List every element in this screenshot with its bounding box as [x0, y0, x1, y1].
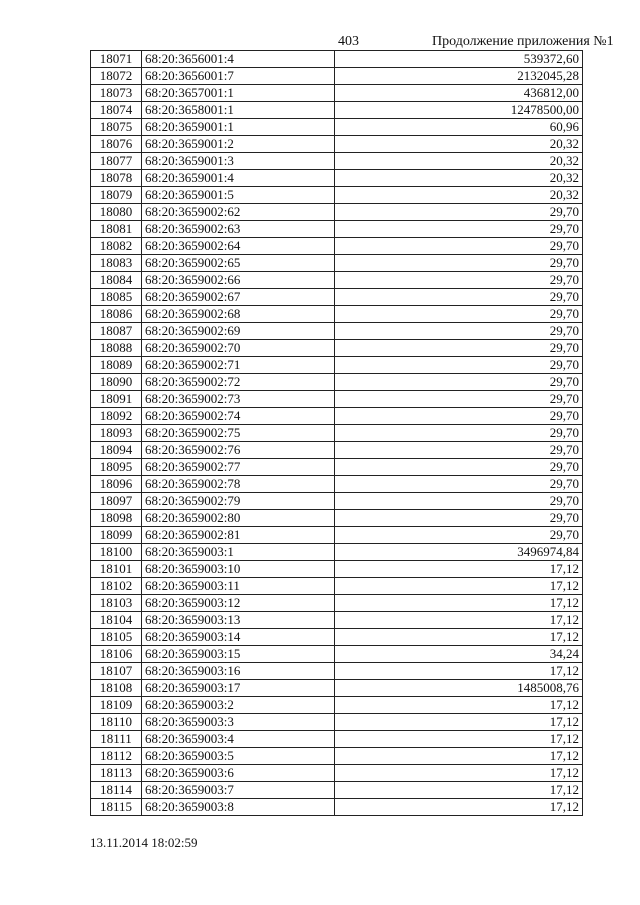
cadastral-value: 17,12 [335, 765, 583, 782]
row-number: 18077 [91, 153, 142, 170]
cadastral-value: 17,12 [335, 782, 583, 799]
table-row [91, 289, 583, 306]
row-number: 18094 [91, 442, 142, 459]
cadastral-value: 20,32 [335, 170, 583, 187]
table-row [91, 221, 583, 238]
row-number: 18105 [91, 629, 142, 646]
cadastral-number: 68:20:3659003:5 [142, 748, 335, 765]
cadastral-number: 68:20:3659001:5 [142, 187, 335, 204]
row-number: 18104 [91, 612, 142, 629]
cadastral-number: 68:20:3659002:79 [142, 493, 335, 510]
cadastral-number: 68:20:3659003:17 [142, 680, 335, 697]
cadastral-number: 68:20:3659002:74 [142, 408, 335, 425]
table-row [91, 323, 583, 340]
row-number: 18079 [91, 187, 142, 204]
cadastral-value: 17,12 [335, 595, 583, 612]
cadastral-value: 29,70 [335, 306, 583, 323]
table-row [91, 748, 583, 765]
cadastral-value: 539372,60 [335, 51, 583, 68]
cadastral-value: 17,12 [335, 799, 583, 816]
row-number: 18113 [91, 765, 142, 782]
table-row [91, 153, 583, 170]
table-row [91, 595, 583, 612]
cadastral-number: 68:20:3659003:11 [142, 578, 335, 595]
table-row [91, 442, 583, 459]
cadastral-value: 34,24 [335, 646, 583, 663]
cadastral-value: 17,12 [335, 612, 583, 629]
row-number: 18095 [91, 459, 142, 476]
row-number: 18072 [91, 68, 142, 85]
cadastral-number: 68:20:3659003:16 [142, 663, 335, 680]
row-number: 18078 [91, 170, 142, 187]
cadastral-number: 68:20:3659003:7 [142, 782, 335, 799]
table-row [91, 527, 583, 544]
cadastral-number: 68:20:3659002:63 [142, 221, 335, 238]
cadastral-value: 29,70 [335, 374, 583, 391]
table-row [91, 459, 583, 476]
table-row [91, 578, 583, 595]
table-row [91, 714, 583, 731]
cadastral-value: 29,70 [335, 340, 583, 357]
table-body [91, 51, 583, 816]
row-number: 18111 [91, 731, 142, 748]
cadastral-number: 68:20:3659002:66 [142, 272, 335, 289]
table-row [91, 629, 583, 646]
cadastral-value: 12478500,00 [335, 102, 583, 119]
table-row [91, 68, 583, 85]
row-number: 18109 [91, 697, 142, 714]
cadastral-value: 17,12 [335, 629, 583, 646]
cadastral-value: 17,12 [335, 714, 583, 731]
cadastral-number: 68:20:3656001:7 [142, 68, 335, 85]
row-number: 18106 [91, 646, 142, 663]
cadastral-number: 68:20:3659002:76 [142, 442, 335, 459]
row-number: 18115 [91, 799, 142, 816]
cadastral-number: 68:20:3659002:62 [142, 204, 335, 221]
cadastral-value: 29,70 [335, 476, 583, 493]
cadastral-value: 17,12 [335, 561, 583, 578]
cadastral-number: 68:20:3659002:67 [142, 289, 335, 306]
table-row [91, 51, 583, 68]
cadastral-value: 17,12 [335, 697, 583, 714]
table-row [91, 306, 583, 323]
cadastral-value: 29,70 [335, 238, 583, 255]
cadastral-number: 68:20:3659002:71 [142, 357, 335, 374]
cadastral-number: 68:20:3659002:77 [142, 459, 335, 476]
table-row [91, 204, 583, 221]
cadastral-value: 17,12 [335, 748, 583, 765]
cadastral-value: 436812,00 [335, 85, 583, 102]
table-row [91, 663, 583, 680]
table-row [91, 561, 583, 578]
row-number: 18090 [91, 374, 142, 391]
cadastral-value: 60,96 [335, 119, 583, 136]
table-row [91, 510, 583, 527]
cadastral-value: 2132045,28 [335, 68, 583, 85]
cadastral-number: 68:20:3658001:1 [142, 102, 335, 119]
table-row [91, 255, 583, 272]
row-number: 18100 [91, 544, 142, 561]
cadastral-number: 68:20:3659002:65 [142, 255, 335, 272]
cadastral-number: 68:20:3659002:64 [142, 238, 335, 255]
row-number: 18083 [91, 255, 142, 272]
row-number: 18097 [91, 493, 142, 510]
table-row [91, 425, 583, 442]
row-number: 18101 [91, 561, 142, 578]
cadastral-number: 68:20:3659003:13 [142, 612, 335, 629]
table-row [91, 612, 583, 629]
table-row [91, 782, 583, 799]
row-number: 18107 [91, 663, 142, 680]
cadastral-value: 29,70 [335, 527, 583, 544]
cadastral-number: 68:20:3659003:15 [142, 646, 335, 663]
cadastral-value: 29,70 [335, 255, 583, 272]
table-row [91, 544, 583, 561]
row-number: 18073 [91, 85, 142, 102]
table-row [91, 374, 583, 391]
cadastral-number: 68:20:3657001:1 [142, 85, 335, 102]
cadastral-value: 29,70 [335, 425, 583, 442]
cadastral-number: 68:20:3659002:72 [142, 374, 335, 391]
cadastral-value: 29,70 [335, 459, 583, 476]
table-row [91, 340, 583, 357]
row-number: 18071 [91, 51, 142, 68]
row-number: 18110 [91, 714, 142, 731]
row-number: 18102 [91, 578, 142, 595]
cadastral-value: 20,32 [335, 153, 583, 170]
table-row [91, 697, 583, 714]
table-row [91, 357, 583, 374]
footer-datetime: 13.11.2014 18:02:59 [90, 835, 198, 850]
table-row [91, 187, 583, 204]
table-row [91, 731, 583, 748]
cadastral-value: 29,70 [335, 323, 583, 340]
row-number: 18096 [91, 476, 142, 493]
table-row [91, 646, 583, 663]
cadastral-number: 68:20:3659002:80 [142, 510, 335, 527]
cadastral-number: 68:20:3659002:69 [142, 323, 335, 340]
table-row [91, 238, 583, 255]
cadastral-value-table [90, 50, 583, 816]
cadastral-number: 68:20:3659001:3 [142, 153, 335, 170]
table-row [91, 493, 583, 510]
cadastral-value: 29,70 [335, 442, 583, 459]
cadastral-number: 68:20:3659003:8 [142, 799, 335, 816]
cadastral-number: 68:20:3659002:81 [142, 527, 335, 544]
cadastral-value: 17,12 [335, 578, 583, 595]
cadastral-number: 68:20:3659003:3 [142, 714, 335, 731]
cadastral-value: 29,70 [335, 408, 583, 425]
table-row [91, 391, 583, 408]
cadastral-value: 17,12 [335, 663, 583, 680]
row-number: 18087 [91, 323, 142, 340]
cadastral-value: 20,32 [335, 187, 583, 204]
row-number: 18103 [91, 595, 142, 612]
row-number: 18081 [91, 221, 142, 238]
cadastral-value: 29,70 [335, 289, 583, 306]
table-row [91, 136, 583, 153]
cadastral-value: 29,70 [335, 510, 583, 527]
row-number: 18086 [91, 306, 142, 323]
cadastral-number: 68:20:3659002:73 [142, 391, 335, 408]
cadastral-number: 68:20:3659002:70 [142, 340, 335, 357]
cadastral-value: 29,70 [335, 272, 583, 289]
row-number: 18082 [91, 238, 142, 255]
table-row [91, 799, 583, 816]
row-number: 18114 [91, 782, 142, 799]
cadastral-value: 29,70 [335, 391, 583, 408]
cadastral-number: 68:20:3659003:12 [142, 595, 335, 612]
table-row [91, 272, 583, 289]
table-row [91, 102, 583, 119]
row-number: 18076 [91, 136, 142, 153]
table-row [91, 85, 583, 102]
row-number: 18080 [91, 204, 142, 221]
row-number: 18108 [91, 680, 142, 697]
cadastral-value: 20,32 [335, 136, 583, 153]
cadastral-value: 1485008,76 [335, 680, 583, 697]
cadastral-value: 3496974,84 [335, 544, 583, 561]
cadastral-number: 68:20:3656001:4 [142, 51, 335, 68]
table-row [91, 170, 583, 187]
row-number: 18085 [91, 289, 142, 306]
cadastral-value: 29,70 [335, 493, 583, 510]
continuation-label: Продолжение приложения №1 [432, 34, 614, 49]
cadastral-number: 68:20:3659002:78 [142, 476, 335, 493]
table-row [91, 119, 583, 136]
row-number: 18099 [91, 527, 142, 544]
cadastral-value: 29,70 [335, 204, 583, 221]
row-number: 18093 [91, 425, 142, 442]
table-row [91, 476, 583, 493]
row-number: 18075 [91, 119, 142, 136]
row-number: 18084 [91, 272, 142, 289]
cadastral-number: 68:20:3659003:10 [142, 561, 335, 578]
cadastral-number: 68:20:3659003:2 [142, 697, 335, 714]
row-number: 18112 [91, 748, 142, 765]
cadastral-value: 29,70 [335, 221, 583, 238]
row-number: 18074 [91, 102, 142, 119]
table-row [91, 408, 583, 425]
cadastral-number: 68:20:3659002:75 [142, 425, 335, 442]
cadastral-number: 68:20:3659003:4 [142, 731, 335, 748]
cadastral-number: 68:20:3659003:1 [142, 544, 335, 561]
row-number: 18092 [91, 408, 142, 425]
cadastral-number: 68:20:3659001:2 [142, 136, 335, 153]
table-row [91, 765, 583, 782]
cadastral-number: 68:20:3659002:68 [142, 306, 335, 323]
row-number: 18091 [91, 391, 142, 408]
cadastral-number: 68:20:3659003:6 [142, 765, 335, 782]
row-number: 18098 [91, 510, 142, 527]
row-number: 18088 [91, 340, 142, 357]
cadastral-value: 17,12 [335, 731, 583, 748]
page-number: 403 [338, 34, 359, 49]
row-number: 18089 [91, 357, 142, 374]
table-row [91, 680, 583, 697]
cadastral-value: 29,70 [335, 357, 583, 374]
cadastral-number: 68:20:3659003:14 [142, 629, 335, 646]
cadastral-number: 68:20:3659001:4 [142, 170, 335, 187]
cadastral-number: 68:20:3659001:1 [142, 119, 335, 136]
